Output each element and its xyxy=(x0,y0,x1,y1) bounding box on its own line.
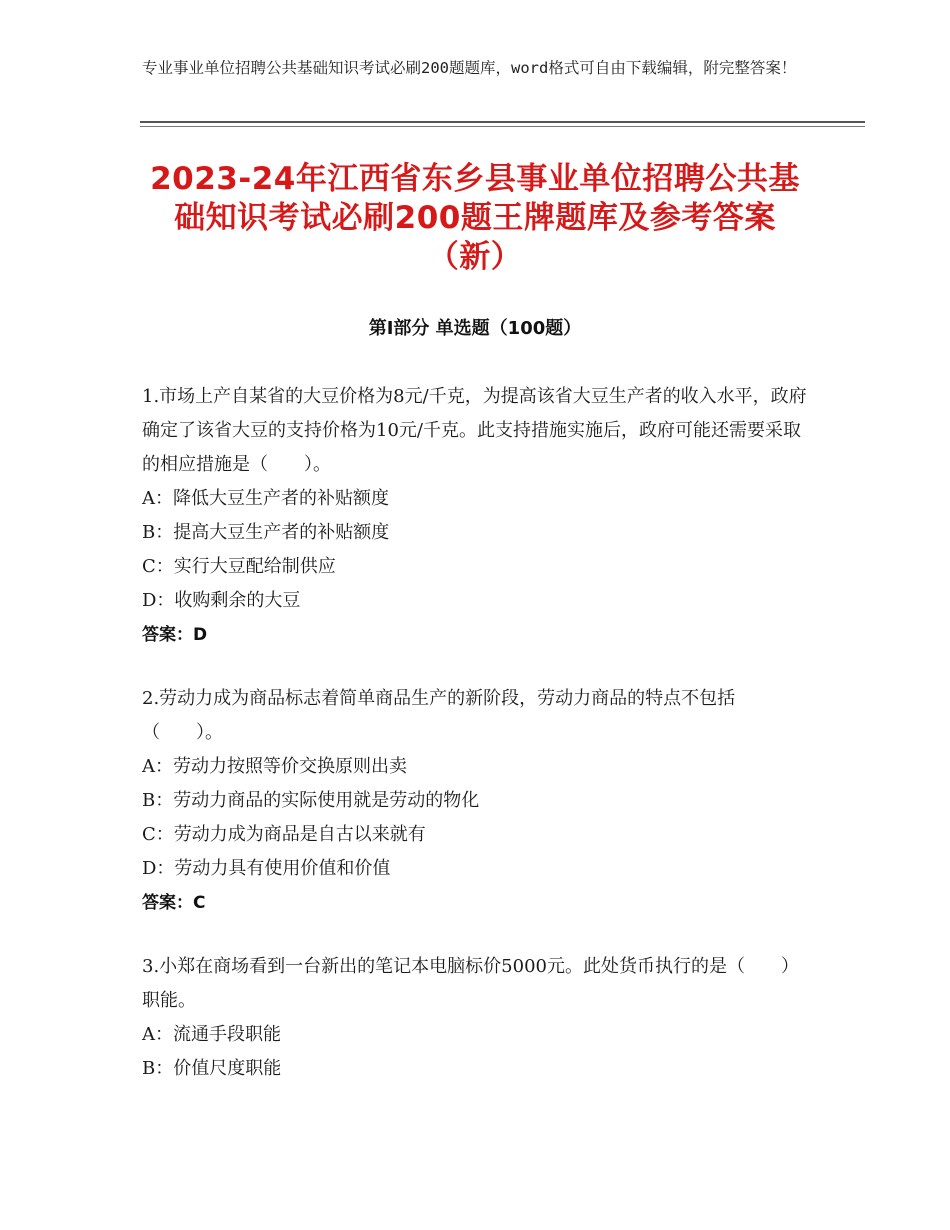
option-c: C：劳动力成为商品是自古以来就有 xyxy=(142,824,426,845)
question-1 xyxy=(142,380,810,652)
option-b: B：提高大豆生产者的补贴额度 xyxy=(142,522,390,543)
header-divider-thick xyxy=(140,121,865,123)
answer: 答案：D xyxy=(142,625,208,645)
option-a: A：降低大豆生产者的补贴额度 xyxy=(142,488,389,509)
option-d: D：劳动力具有使用价值和价值 xyxy=(142,858,391,879)
option-b: B：价值尺度职能 xyxy=(142,1058,282,1079)
option-c: C：实行大豆配给制供应 xyxy=(142,556,336,577)
header-note: 专业事业单位招聘公共基础知识考试必刷200题题库，word格式可自由下载编辑，附完整答案！ xyxy=(142,59,797,77)
header-divider-thin xyxy=(140,126,865,127)
question-2 xyxy=(142,682,810,920)
question-3 xyxy=(142,950,810,1086)
question-stem: 3.小郑在商场看到一台新出的笔记本电脑标价5000元。此处货币执行的是（ ）职能。 xyxy=(142,956,799,1011)
option-a: A：劳动力按照等价交换原则出卖 xyxy=(142,756,407,777)
option-d: D：收购剩余的大豆 xyxy=(142,590,301,611)
question-stem: 1.市场上产自某省的大豆价格为8元/千克，为提高该省大豆生产者的收入水平，政府确定了该省大豆的支持价格为10元/千克。此支持措施实施后，政府可能还需要采取的相应措施是（ ）。 xyxy=(142,386,807,475)
option-b: B：劳动力商品的实际使用就是劳动的物化 xyxy=(142,790,480,811)
option-a: A：流通手段职能 xyxy=(142,1024,281,1045)
answer: 答案：C xyxy=(142,893,206,913)
section-heading: 第Ⅰ部分 单选题（100题） xyxy=(368,318,582,339)
question-stem: 2.劳动力成为商品标志着简单商品生产的新阶段，劳动力商品的特点不包括（ ）。 xyxy=(142,688,736,743)
document-title: 2023-24年江西省东乡县事业单位招聘公共基础知识考试必刷200题王牌题库及参考答案（新） xyxy=(150,161,800,275)
question-list xyxy=(142,380,810,1116)
